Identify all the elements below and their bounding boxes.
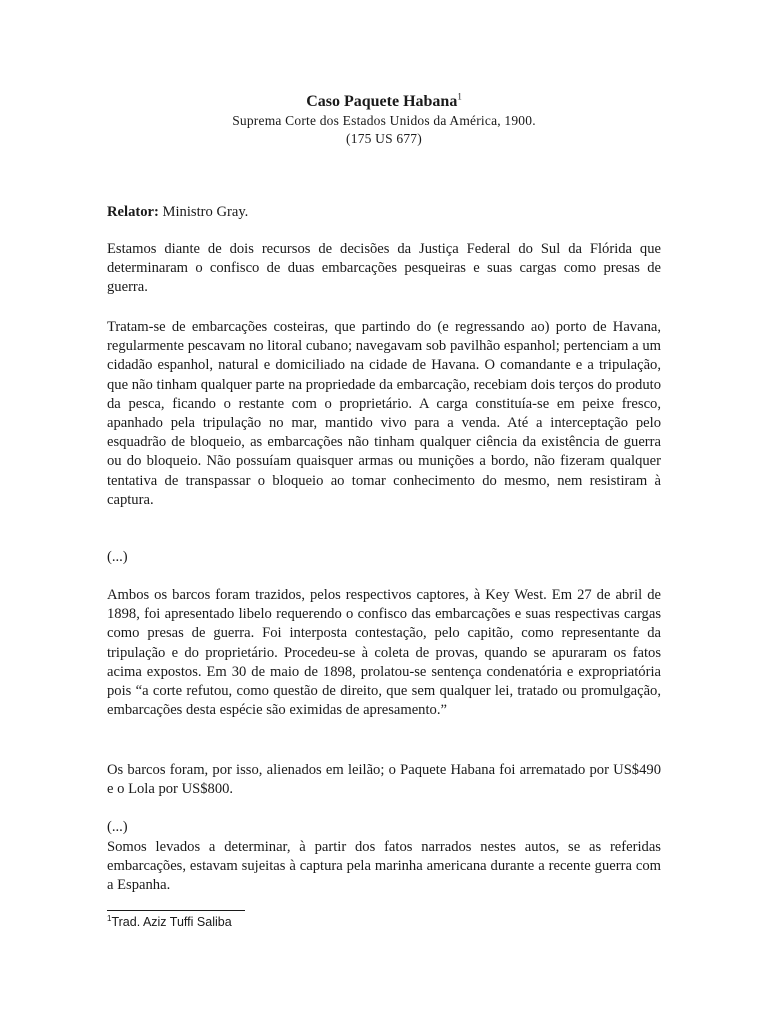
relator-label: Relator: xyxy=(107,204,159,220)
relator-value: Ministro Gray. xyxy=(158,204,249,220)
ellipsis-1 xyxy=(107,548,661,567)
footnote xyxy=(107,914,232,930)
title-footnote-marker: 1 xyxy=(457,91,462,102)
document-subtitle: Suprema Corte dos Estados Unidos da América, 1900. xyxy=(232,113,536,128)
paragraph-2-text: Tratam-se de embarcações costeiras, que partindo do (e regressando ao) porto de Havana, regularmente pescavam no litoral cubano; navegavam sob pavilhão espanhol; pertenciam a um cidadão espanhol, natural e domiciliado na cidade de Havana. O comandante e a tripulação, que não tinham qualquer parte na propriedade da embarcação, recebiam dois terços do produto da pesca, ficando o restante com o proprietário. A carga constituía-se em peixe fresco, apanhado pela tripulação no mar, mantido vivo para a venda. Até a interceptação pelo esquadrão de bloqueio, as embarcações não tinham qualquer ciência da existência de guerra ou do bloqueio. Não possuíam quaisquer armas ou munições a bordo, não fizeram qualquer tentativa de transpassar o bloqueio ao tomar conhecimento do mesmo, nem resistiram à captura. xyxy=(107,319,661,508)
paragraph-2 xyxy=(107,318,661,510)
title-text: Caso Paquete Habana xyxy=(306,93,458,110)
ellipsis-2 xyxy=(107,818,661,837)
relator-line xyxy=(107,203,661,222)
paragraph-3 xyxy=(107,586,661,720)
case-citation: (175 US 677) xyxy=(346,131,422,146)
paragraph-3-text: Ambos os barcos foram trazidos, pelos respectivos captores, à Key West. Em 27 de abril de 1898, foi apresentado libelo requerendo o confisco das embarcações e suas respectivas cargas como presas de guerra. Foi interposta contestação, pelo capitão, como representante da tripulação e do proprietário. Procedeu-se à coleta de provas, quando se apuraram os fatos acima expostos. Em 30 de maio de 1898, prolatou-se sentença condenatória e expropriatória pois “a corte refutou, como questão de direito, que sem qualquer lei, tratado ou promulgação, embarcações desta espécie são eximidas de apresamento.” xyxy=(107,587,661,719)
paragraph-5 xyxy=(107,838,661,896)
footnote-marker: 1 xyxy=(107,913,112,923)
paragraph-4 xyxy=(107,761,661,799)
document-title xyxy=(100,92,668,112)
paragraph-1 xyxy=(107,240,661,298)
footnote-text: Trad. Aziz Tuffi Saliba xyxy=(111,915,232,929)
paragraph-4-text: Os barcos foram, por isso, alienados em leilão; o Paquete Habana foi arrematado por US$490 e o Lola por US$800. xyxy=(107,762,661,798)
footnote-divider xyxy=(107,910,245,911)
ellipsis-2-text: (...) xyxy=(107,819,128,835)
title-block xyxy=(100,92,668,148)
paragraph-5-text: Somos levados a determinar, à partir dos fatos narrados nestes autos, se as referidas embarcações, estavam sujeitas à captura pela marinha americana durante a recente guerra com a Espanha. xyxy=(107,839,661,894)
paragraph-1-text: Estamos diante de dois recursos de decisões da Justiça Federal do Sul da Flórida que determinaram o confisco de duas embarcações pesqueiras e suas cargas como presas de guerra. xyxy=(107,241,661,296)
ellipsis-1-text: (...) xyxy=(107,549,128,565)
